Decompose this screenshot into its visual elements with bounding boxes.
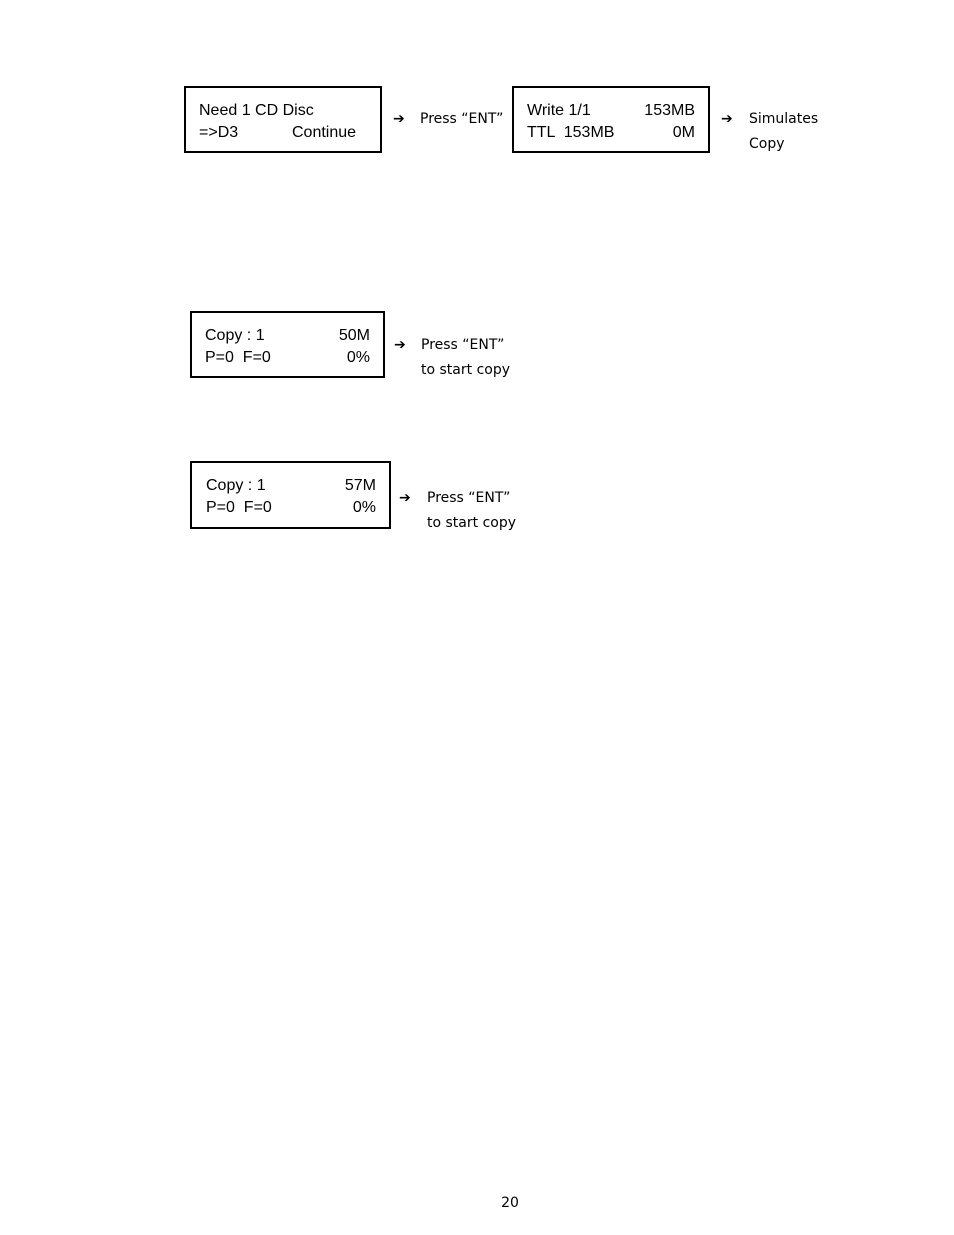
lcd-line-2	[514, 122, 708, 144]
lcd-screen-copy-50m	[190, 311, 385, 378]
lcd-line-1-left: Write 1/1	[527, 102, 591, 119]
lcd-line-1-left: Need 1 CD Disc	[199, 102, 314, 119]
lcd-line-2-left: P=0 F=0	[206, 499, 272, 516]
step-note	[749, 107, 818, 157]
step-note	[420, 107, 503, 132]
lcd-line-2-left: TTL 153MB	[527, 124, 615, 141]
lcd-line-2-right: Continue	[292, 124, 357, 141]
lcd-line-2-left: P=0 F=0	[205, 349, 271, 366]
lcd-screen-copy-57m	[190, 461, 391, 529]
right-arrow-icon: ➔	[399, 490, 411, 506]
lcd-line-2-left: =>D3	[199, 124, 239, 141]
lcd-line-2-right: 0M	[672, 124, 695, 141]
step-note-line: Press “ENT”	[420, 111, 504, 127]
step-note	[421, 333, 510, 383]
step-note-line: Press “ENT”	[421, 337, 505, 353]
lcd-screen-write	[512, 86, 710, 153]
step-note-line: to start copy	[421, 362, 510, 378]
lcd-line-1-right: 153MB	[644, 102, 695, 119]
step-note-line: Copy	[749, 136, 785, 152]
lcd-line-2	[192, 347, 383, 369]
right-arrow-icon: ➔	[393, 111, 405, 127]
lcd-line-1	[192, 475, 389, 497]
lcd-screen-need-disc	[184, 86, 382, 153]
step-note-line: Press “ENT”	[427, 490, 511, 506]
step-note-line: to start copy	[427, 515, 516, 531]
lcd-line-1-left: Copy : 1	[206, 477, 266, 494]
lcd-line-1-left: Copy : 1	[205, 327, 265, 344]
lcd-line-1	[514, 100, 708, 122]
lcd-line-2	[186, 122, 380, 144]
lcd-line-1-right: 50M	[338, 327, 370, 344]
lcd-line-2	[192, 497, 389, 519]
right-arrow-icon: ➔	[394, 337, 406, 353]
step-note-line: Simulates	[749, 111, 819, 127]
step-note	[427, 486, 516, 536]
lcd-line-1-right: 57M	[344, 477, 376, 494]
lcd-line-2-right: 0%	[346, 349, 370, 366]
page-number: 20	[501, 1195, 519, 1211]
lcd-line-2-right: 0%	[352, 499, 376, 516]
lcd-line-1	[192, 325, 383, 347]
lcd-line-1	[186, 100, 380, 122]
right-arrow-icon: ➔	[721, 111, 733, 127]
